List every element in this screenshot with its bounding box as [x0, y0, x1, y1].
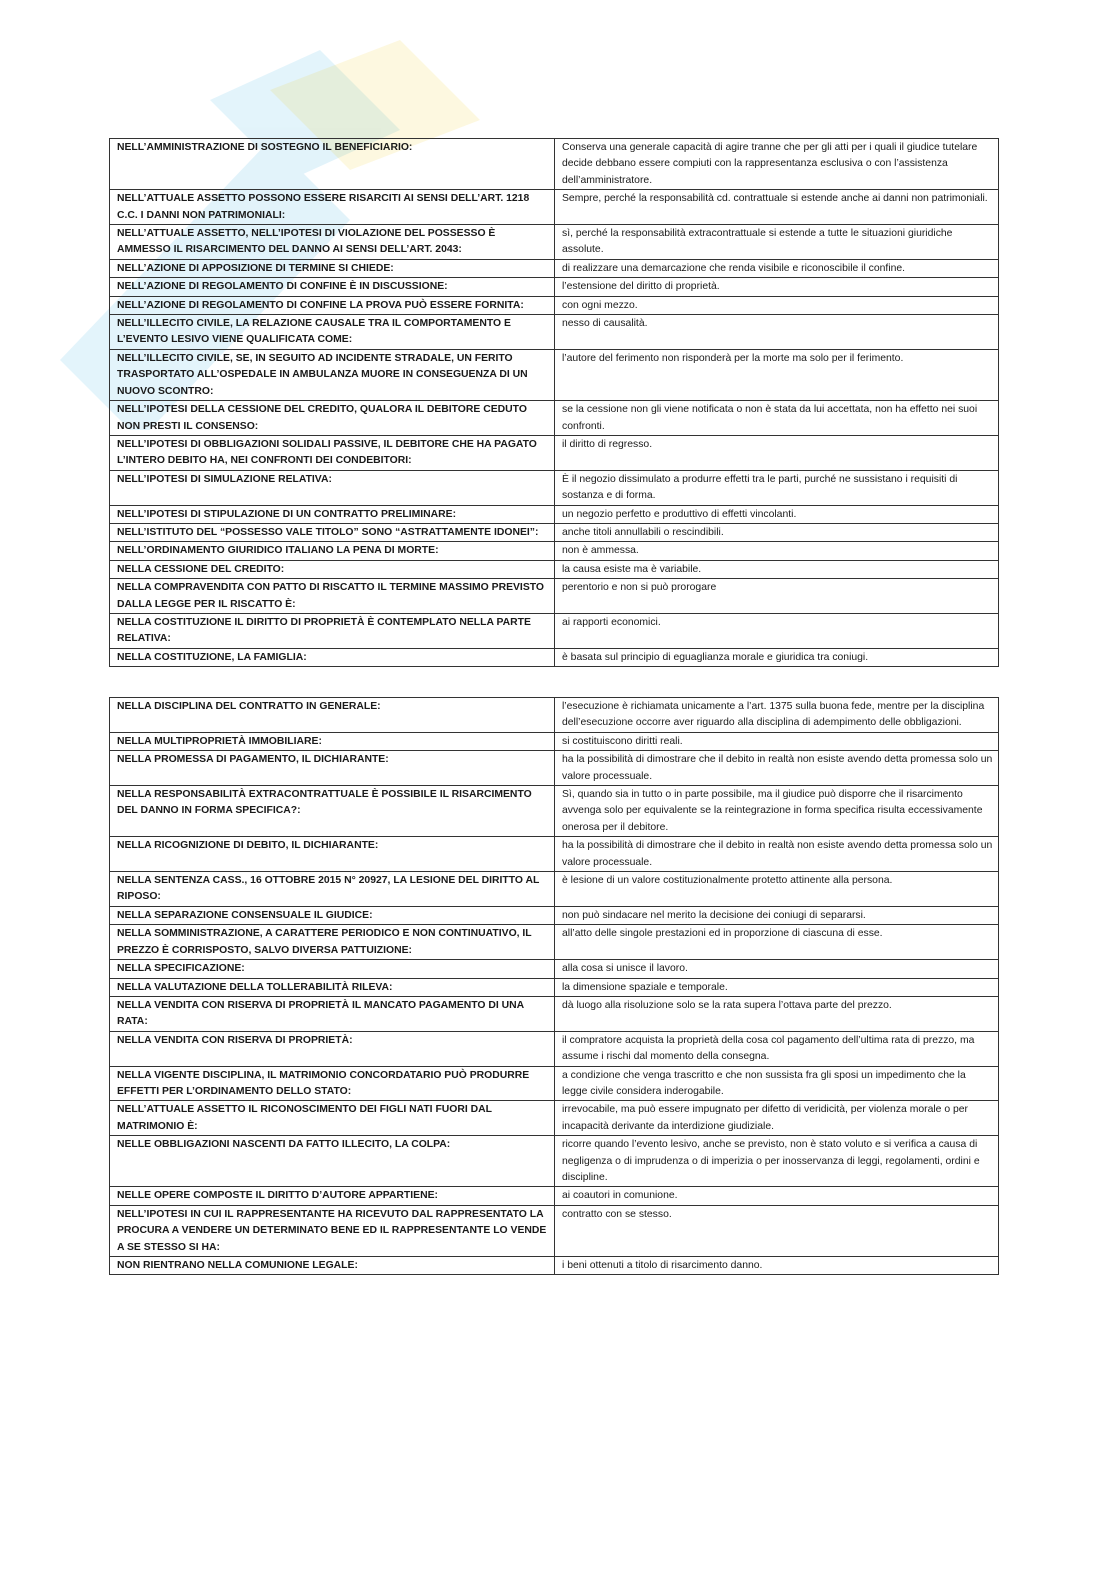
- answer-cell: all’atto delle singole prestazioni ed in proporzione di ciascuna di esse.: [555, 925, 999, 960]
- qa-table-2: [109, 697, 999, 1275]
- question-cell: NELL’ATTUALE ASSETTO IL RICONOSCIMENTO DEI FIGLI NATI FUORI DAL MATRIMONIO È:: [110, 1101, 555, 1136]
- question-cell: NELLE OPERE COMPOSTE IL DIRITTO D’AUTORE APPARTIENE:: [110, 1187, 555, 1205]
- table-row: [110, 960, 999, 978]
- answer-cell: è basata sul principio di eguaglianza morale e giuridica tra coniugi.: [555, 648, 999, 666]
- question-cell: NELLA COSTITUZIONE IL DIRITTO DI PROPRIETÀ È CONTEMPLATO NELLA PARTE RELATIVA:: [110, 613, 555, 648]
- answer-cell: non può sindacare nel merito la decisione dei coniugi di separarsi.: [555, 906, 999, 924]
- question-cell: NELL’AZIONE DI REGOLAMENTO DI CONFINE È IN DISCUSSIONE:: [110, 278, 555, 296]
- qa-table-1: [109, 138, 999, 667]
- answer-cell: i beni ottenuti a titolo di risarcimento danno.: [555, 1257, 999, 1275]
- question-cell: NELLA VENDITA CON RISERVA DI PROPRIETÀ:: [110, 1031, 555, 1066]
- question-cell: NON RIENTRANO NELLA COMUNIONE LEGALE:: [110, 1257, 555, 1275]
- answer-cell: ai coautori in comunione.: [555, 1187, 999, 1205]
- answer-cell: dà luogo alla risoluzione solo se la rata supera l’ottava parte del prezzo.: [555, 996, 999, 1031]
- table-row: [110, 1187, 999, 1205]
- answer-cell: si costituiscono diritti reali.: [555, 732, 999, 750]
- question-cell: NELLA MULTIPROPRIETÀ IMMOBILIARE:: [110, 732, 555, 750]
- table-row: [110, 751, 999, 786]
- question-cell: NELLA SEPARAZIONE CONSENSUALE IL GIUDICE:: [110, 906, 555, 924]
- table-row: [110, 579, 999, 614]
- question-cell: NELLA DISCIPLINA DEL CONTRATTO IN GENERALE:: [110, 698, 555, 733]
- question-cell: NELLA CESSIONE DEL CREDITO:: [110, 560, 555, 578]
- table-row: [110, 560, 999, 578]
- answer-cell: È il negozio dissimulato a produrre effetti tra le parti, purché ne sussistano i requisiti di sostanza e di forma.: [555, 470, 999, 505]
- table-row: [110, 225, 999, 260]
- question-cell: NELL’AZIONE DI APPOSIZIONE DI TERMINE SI CHIEDE:: [110, 259, 555, 277]
- table-row: [110, 1205, 999, 1256]
- answer-cell: Conserva una generale capacità di agire tranne che per gli atti per i quali il giudice tutelare decide debbano essere compiuti con la rappresentanza esclusiva o con l’assistenza dell’amministratore.: [555, 139, 999, 190]
- answer-cell: Sempre, perché la responsabilità cd. contrattuale si estende anche ai danni non patrimoniali.: [555, 190, 999, 225]
- table-row: [110, 1101, 999, 1136]
- answer-cell: Sì, quando sia in tutto o in parte possibile, ma il giudice può disporre che il risarcimento avvenga solo per equivalente se la reintegrazione in forma specifica risulta eccessivamente onerosa per il debitore.: [555, 786, 999, 837]
- question-cell: NELLA SENTENZA CASS., 16 OTTOBRE 2015 N° 20927, LA LESIONE DEL DIRITTO AL RIPOSO:: [110, 872, 555, 907]
- question-cell: NELLA SOMMINISTRAZIONE, A CARATTERE PERIODICO E NON CONTINUATIVO, IL PREZZO È CORRISPOSTO, SALVO DIVERSA PATTUIZIONE:: [110, 925, 555, 960]
- question-cell: NELLA RESPONSABILITÀ EXTRACONTRATTUALE È POSSIBILE IL RISARCIMENTO DEL DANNO IN FORMA SPECIFICA?:: [110, 786, 555, 837]
- answer-cell: ricorre quando l’evento lesivo, anche se previsto, non è stato voluto e si verifica a causa di negligenza o di imprudenza o di imperizia o per inosservanza di leggi, regolamenti, ordini e discipline.: [555, 1136, 999, 1187]
- table-row: [110, 613, 999, 648]
- table-row: [110, 925, 999, 960]
- answer-cell: ha la possibilità di dimostrare che il debito in realtà non esiste avendo detta promessa solo un valore processuale.: [555, 837, 999, 872]
- question-cell: NELL’IPOTESI DI OBBLIGAZIONI SOLIDALI PASSIVE, IL DEBITORE CHE HA PAGATO L’INTERO DEBITO HA, NEI CONFRONTI DEI CONDEBITORI:: [110, 435, 555, 470]
- answer-cell: il diritto di regresso.: [555, 435, 999, 470]
- question-cell: NELL’AMMINISTRAZIONE DI SOSTEGNO IL BENEFICIARIO:: [110, 139, 555, 190]
- answer-cell: alla cosa si unisce il lavoro.: [555, 960, 999, 978]
- question-cell: NELLE OBBLIGAZIONI NASCENTI DA FATTO ILLECITO, LA COLPA:: [110, 1136, 555, 1187]
- question-cell: NELL’IPOTESI IN CUI IL RAPPRESENTANTE HA RICEVUTO DAL RAPPRESENTATO LA PROCURA A VENDERE UN DETERMINATO BENE ED IL RAPPRESENTANTE LO VENDE A SE STESSO SI HA:: [110, 1205, 555, 1256]
- question-cell: NELL’ISTITUTO DEL “POSSESSO VALE TITOLO” SONO “ASTRATTAMENTE IDONEI”:: [110, 523, 555, 541]
- answer-cell: l’estensione del diritto di proprietà.: [555, 278, 999, 296]
- table-row: [110, 435, 999, 470]
- question-cell: NELLA SPECIFICAZIONE:: [110, 960, 555, 978]
- question-cell: NELLA RICOGNIZIONE DI DEBITO, IL DICHIARANTE:: [110, 837, 555, 872]
- table-row: [110, 278, 999, 296]
- question-cell: NELLA COMPRAVENDITA CON PATTO DI RISCATTO IL TERMINE MASSIMO PREVISTO DALLA LEGGE PER IL RISCATTO È:: [110, 579, 555, 614]
- answer-cell: l’autore del ferimento non risponderà per la morte ma solo per il ferimento.: [555, 349, 999, 400]
- answer-cell: la causa esiste ma è variabile.: [555, 560, 999, 578]
- answer-cell: un negozio perfetto e produttivo di effetti vincolanti.: [555, 505, 999, 523]
- answer-cell: anche titoli annullabili o rescindibili.: [555, 523, 999, 541]
- answer-cell: irrevocabile, ma può essere impugnato per difetto di veridicità, per violenza morale o per incapacità derivante da interdizione giudiziale.: [555, 1101, 999, 1136]
- answer-cell: il compratore acquista la proprietà della cosa col pagamento dell’ultima rata di prezzo, ma assume i rischi dal momento della consegna.: [555, 1031, 999, 1066]
- answer-cell: ha la possibilità di dimostrare che il debito in realtà non esiste avendo detta promessa solo un valore processuale.: [555, 751, 999, 786]
- answer-cell: di realizzare una demarcazione che renda visibile e riconoscibile il confine.: [555, 259, 999, 277]
- answer-cell: con ogni mezzo.: [555, 296, 999, 314]
- question-cell: NELL’AZIONE DI REGOLAMENTO DI CONFINE LA PROVA PUÒ ESSERE FORNITA:: [110, 296, 555, 314]
- table-row: [110, 786, 999, 837]
- table-row: [110, 1031, 999, 1066]
- question-cell: NELLA PROMESSA DI PAGAMENTO, IL DICHIARANTE:: [110, 751, 555, 786]
- table-row: [110, 1136, 999, 1187]
- answer-cell: la dimensione spaziale e temporale.: [555, 978, 999, 996]
- table-row: [110, 401, 999, 436]
- table-row: [110, 872, 999, 907]
- table-row: [110, 315, 999, 350]
- answer-cell: è lesione di un valore costituzionalmente protetto attinente alla persona.: [555, 872, 999, 907]
- table-row: [110, 837, 999, 872]
- answer-cell: se la cessione non gli viene notificata o non è stata da lui accettata, non ha effetto nei suoi confronti.: [555, 401, 999, 436]
- question-cell: NELL’IPOTESI DI SIMULAZIONE RELATIVA:: [110, 470, 555, 505]
- answer-cell: perentorio e non si può prorogare: [555, 579, 999, 614]
- question-cell: NELL’ORDINAMENTO GIURIDICO ITALIANO LA PENA DI MORTE:: [110, 542, 555, 560]
- table-row: [110, 978, 999, 996]
- question-cell: NELL’ATTUALE ASSETTO, NELL’IPOTESI DI VIOLAZIONE DEL POSSESSO È AMMESSO IL RISARCIMENTO DEL DANNO AI SENSI DELL’ART. 2043:: [110, 225, 555, 260]
- question-cell: NELLA COSTITUZIONE, LA FAMIGLIA:: [110, 648, 555, 666]
- question-cell: NELLA VENDITA CON RISERVA DI PROPRIETÀ IL MANCATO PAGAMENTO DI UNA RATA:: [110, 996, 555, 1031]
- table-row: [110, 542, 999, 560]
- table-row: [110, 349, 999, 400]
- table-row: [110, 523, 999, 541]
- table-row: [110, 190, 999, 225]
- question-cell: NELL’IPOTESI DI STIPULAZIONE DI UN CONTRATTO PRELIMINARE:: [110, 505, 555, 523]
- question-cell: NELL’IPOTESI DELLA CESSIONE DEL CREDITO, QUALORA IL DEBITORE CEDUTO NON PRESTI IL CONSENSO:: [110, 401, 555, 436]
- answer-cell: ai rapporti economici.: [555, 613, 999, 648]
- table-row: [110, 996, 999, 1031]
- table-row: [110, 296, 999, 314]
- table-row: [110, 139, 999, 190]
- table-row: [110, 470, 999, 505]
- table-row: [110, 648, 999, 666]
- question-cell: NELL’ATTUALE ASSETTO POSSONO ESSERE RISARCITI AI SENSI DELL’ART. 1218 C.C. I DANNI NON PATRIMONIALI:: [110, 190, 555, 225]
- question-cell: NELL’ILLECITO CIVILE, SE, IN SEGUITO AD INCIDENTE STRADALE, UN FERITO TRASPORTATO ALL’OSPEDALE IN AMBULANZA MUORE IN CONSEGUENZA DI UN NUOVO SCONTRO:: [110, 349, 555, 400]
- table-row: [110, 505, 999, 523]
- table-row: [110, 732, 999, 750]
- answer-cell: l’esecuzione è richiamata unicamente a l’art. 1375 sulla buona fede, mentre per la disciplina dell’esecuzione occorre aver riguardo alla disciplina di adempimento delle obbligazioni.: [555, 698, 999, 733]
- table-row: [110, 1066, 999, 1101]
- table-row: [110, 259, 999, 277]
- question-cell: NELL’ILLECITO CIVILE, LA RELAZIONE CAUSALE TRA IL COMPORTAMENTO E L’EVENTO LESIVO VIENE QUALIFICATA COME:: [110, 315, 555, 350]
- table-row: [110, 1257, 999, 1275]
- answer-cell: nesso di causalità.: [555, 315, 999, 350]
- answer-cell: contratto con se stesso.: [555, 1205, 999, 1256]
- question-cell: NELLA VIGENTE DISCIPLINA, IL MATRIMONIO CONCORDATARIO PUÒ PRODURRE EFFETTI PER L’ORDINAMENTO DELLO STATO:: [110, 1066, 555, 1101]
- answer-cell: a condizione che venga trascritto e che non sussista fra gli sposi un impedimento che la legge civile considera inderogabile.: [555, 1066, 999, 1101]
- answer-cell: non è ammessa.: [555, 542, 999, 560]
- table-row: [110, 698, 999, 733]
- table-row: [110, 906, 999, 924]
- question-cell: NELLA VALUTAZIONE DELLA TOLLERABILITÀ RILEVA:: [110, 978, 555, 996]
- answer-cell: sì, perché la responsabilità extracontrattuale si estende a tutte le situazioni giuridiche assolute.: [555, 225, 999, 260]
